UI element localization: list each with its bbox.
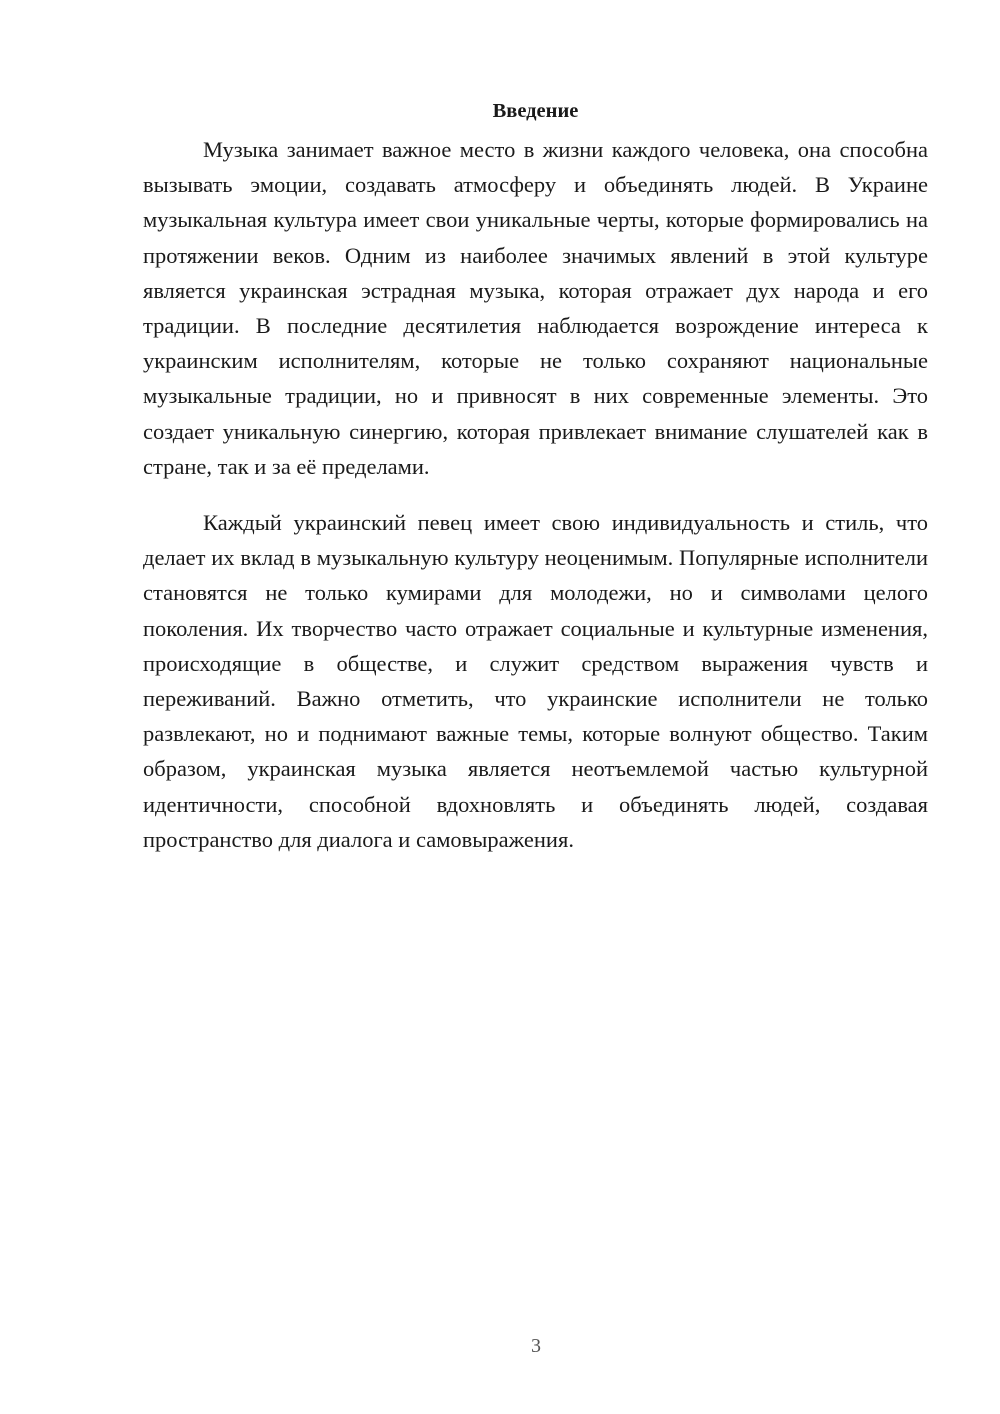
page-number: 3 [531, 1335, 541, 1357]
paragraph-1: Музыка занимает важное место в жизни каждого человека, она способна вызывать эмоции, создавать атмосферу и объединять людей. В Украине музыкальная культура имеет свои уникальные черты, которые формировались на протяжении веков. Одним из наиболее значимых явлений в этой культуре является украинская эстрадная музыка, которая отражает дух народа и его традиции. В последние десятилетия наблюдается возрождение интереса к украинским исполнителям, которые не только сохраняют национальные музыкальные традиции, но и привносят в них современные элементы. Это создает уникальную синергию, которая привлекает внимание слушателей как в стране, так и за её пределами. [143, 137, 928, 479]
paragraph-2: Каждый украинский певец имеет свою индивидуальность и стиль, что делает их вклад в музыкальную культуру неоценимым. Популярные исполнители становятся не только кумирами для молодежи, но и символами целого поколения. Их творчество часто отражает социальные и культурные изменения, происходящие в обществе, и служит средством выражения чувств и переживаний. Важно отметить, что украинские исполнители не только развлекают, но и поднимают важные темы, которые волнуют общество. Таким образом, украинская музыка является неотъемлемой частью культурной идентичности, способной вдохновлять и объединять людей, создавая пространство для диалога и самовыражения. [143, 510, 928, 852]
section-heading: Введение [492, 100, 579, 122]
page-content [143, 96, 928, 857]
